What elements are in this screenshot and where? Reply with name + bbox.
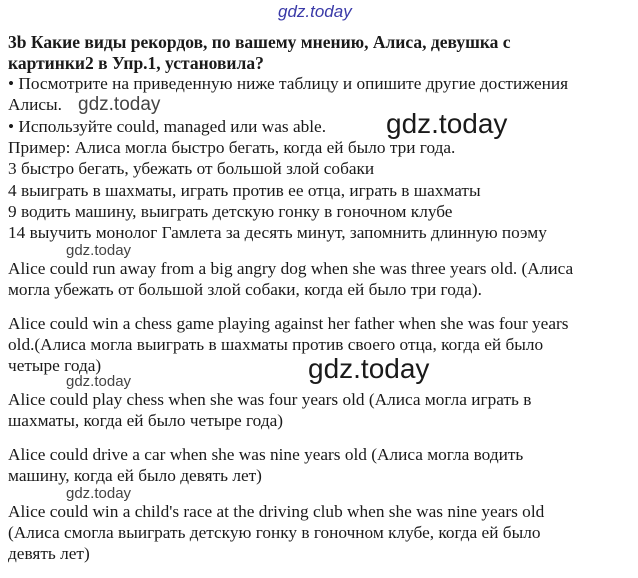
answer-5-line-1: Alice could win a child's race at the driving club when she was nine years old (8, 502, 545, 521)
watermark-large-2: gdz.today (308, 353, 430, 384)
watermark-inline-1: gdz.today (78, 94, 161, 115)
item-9: 9 водить машину, выиграть детскую гонку в гоночном клубе (8, 202, 453, 221)
example-line: Пример: Алиса могла быстро бегать, когда ей было три года. (8, 138, 456, 157)
watermark-small-1: gdz.today (66, 242, 132, 259)
instruction-bullet-2: • Используйте could, managed или was able. (8, 117, 327, 136)
exercise-title-line-2: картинки2 в Упр.1, установила? (8, 53, 264, 73)
item-14: 14 выучить монолог Гамлета за десять минут, запомнить длинную поэму (8, 223, 547, 242)
instruction-bullet-1-line-2: Алисы. (8, 95, 62, 114)
watermark-small-2: gdz.today (66, 373, 132, 390)
watermark-large-1: gdz.today (386, 108, 508, 139)
answer-2-line-1: Alice could win a chess game playing against her father when she was four years (8, 314, 569, 333)
answer-2-line-2: old.(Алиса могла выиграть в шахматы против своего отца, когда ей было (8, 335, 544, 354)
answer-3-line-1: Alice could play chess when she was four years old (Алиса могла играть в (8, 390, 532, 409)
item-3: 3 быстро бегать, убежать от большой злой собаки (8, 159, 375, 178)
answer-1-line-1: Alice could run away from a big angry dog when she was three years old. (Алиса (8, 259, 574, 278)
instruction-bullet-1-line-1: • Посмотрите на приведенную ниже таблицу и опишите другие достижения (8, 74, 569, 93)
item-4: 4 выиграть в шахматы, играть против ее отца, играть в шахматы (8, 181, 481, 200)
answer-5-line-3: девять лет) (8, 544, 90, 563)
watermark-small-3: gdz.today (66, 485, 132, 502)
exercise-title-line-1: 3b Какие виды рекордов, по вашему мнению, Алиса, девушка с (8, 32, 511, 52)
answer-5-line-2: (Алиса смогла выиграть детскую гонку в гоночном клубе, когда ей было (8, 523, 541, 542)
answer-4-line-1: Alice could drive a car when she was nine years old (Алиса могла водить (8, 445, 524, 464)
answer-3-line-2: шахматы, когда ей было четыре года) (8, 411, 284, 430)
watermark-top: gdz.today (278, 2, 352, 21)
answer-4-line-2: машину, когда ей было девять лет) (8, 466, 262, 485)
answer-2-line-3: четыре года) (8, 356, 102, 375)
answer-1-line-2: могла убежать от большой злой собаки, когда ей было три года). (8, 280, 482, 299)
